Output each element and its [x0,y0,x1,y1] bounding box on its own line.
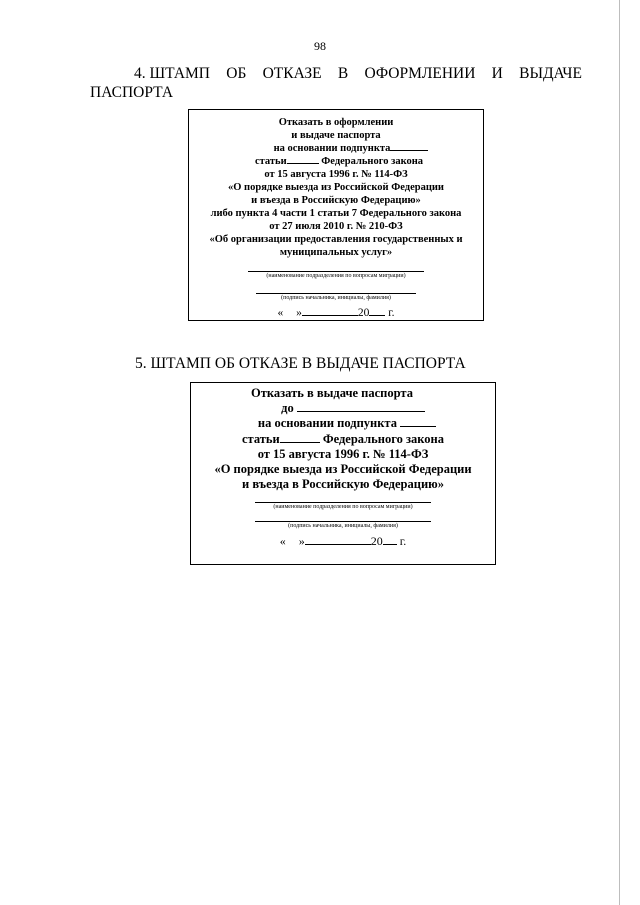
date-close-quote: » [296,307,302,319]
stamp-line: от 15 августа 1996 г. № 114-ФЗ [264,169,408,180]
date-open-quote: « [277,307,284,319]
section4-heading [90,64,582,102]
page-number: 98 [314,39,326,53]
stamp-line [189,155,483,168]
stamp-text: до [281,401,294,416]
stamp-line [191,416,495,431]
stamp-line: от 27 июля 2010 г. № 210-ФЗ [269,221,403,232]
stamp-refusal-issue [190,382,496,565]
date-field [191,534,495,549]
field-caption: (наименование подразделения по вопросам миграции) [266,273,406,279]
signature-line [248,271,424,280]
field-caption: (подпись начальника, инициалы, фамилия) [281,295,391,301]
stamp-text: Отказать в выдаче паспорта [251,386,413,400]
signature-line [256,293,416,302]
heading-word: ОБ [226,65,247,82]
page-edge [619,0,620,905]
stamp-text: статьи [254,156,287,167]
stamp-text: Федерального закона [321,156,424,167]
date-year: 20 [370,534,383,549]
stamp-text: статьи [242,431,280,446]
stamp-line [191,432,495,447]
stamp-refusal-issue-and-processing [188,109,484,321]
stamp-line: от 15 августа 1996 г. № 114-ФЗ [257,446,429,461]
date-year: 20 [357,307,370,319]
fill-blank [400,426,436,427]
fill-blank [280,442,320,443]
stamp-line: «О порядке выезда из Российской Федерации [228,182,444,193]
stamp-line [191,386,495,401]
stamp-line [189,142,483,155]
signature-line [255,502,431,511]
section4-heading-line1 [90,64,582,83]
heading-word: ВЫДАЧЕ [519,65,582,82]
date-field [189,307,483,320]
stamp-text: Федерального закона [322,431,444,446]
heading-word: И [491,65,503,82]
date-month-blank [305,544,371,545]
stamp-text: на основании подпункта [257,416,397,431]
heading-word: В [337,65,349,82]
date-month-blank [302,315,358,316]
section4-heading-line2: ПАСПОРТА [90,84,174,101]
field-caption: (наименование подразделения по вопросам миграции) [273,504,413,511]
fill-blank [390,150,428,151]
field-caption: (подпись начальника, инициалы, фамилия) [288,523,398,530]
stamp-line: «Об организации предоставления государственных и [209,234,463,245]
stamp-line: либо пункта 4 части 1 статьи 7 Федерального закона [210,208,462,219]
date-suffix: г. [399,534,407,549]
heading-word: ОФОРМЛЕНИИ [364,65,476,82]
date-year-blank [383,544,397,545]
stamp-text: на основании подпункта [273,143,391,154]
stamp-line: и въезда в Российскую Федерацию» [251,195,421,206]
section5-heading: 5. ШТАМП ОБ ОТКАЗЕ В ВЫДАЧЕ ПАСПОРТА [135,355,466,372]
heading-word: ОТКАЗЕ [262,65,322,82]
date-close-quote: » [298,534,305,549]
fill-blank [297,411,425,412]
date-open-quote: « [279,534,286,549]
fill-blank [287,163,319,164]
stamp-line: и выдаче паспорта [291,130,381,141]
stamp-line: Отказать в оформлении [278,117,394,128]
stamp-line [191,401,495,416]
stamp-line: муниципальных услуг» [279,247,393,258]
heading-word: 4. ШТАМП [134,65,211,82]
signature-line [255,521,431,530]
date-suffix: г. [388,307,395,319]
stamp-line: и въезда в Российскую Федерацию» [242,477,444,492]
date-year-blank [369,315,385,316]
stamp-line: «О порядке выезда из Российской Федерации [214,462,472,477]
